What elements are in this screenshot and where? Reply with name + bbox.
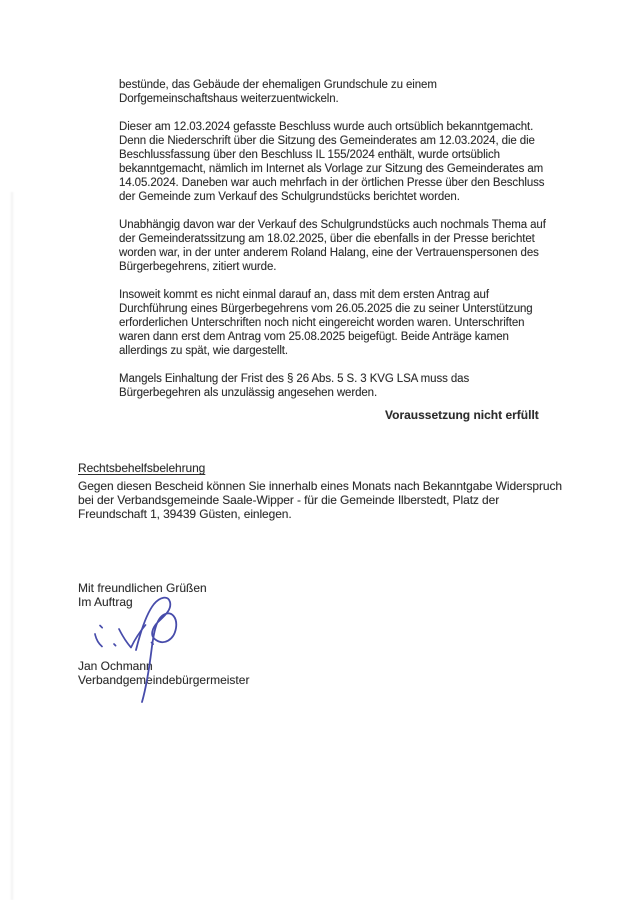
signer-name: Jan Ochmann bbox=[78, 659, 153, 673]
text-line: Durchführung eines Bürgerbegehrens vom 26.05.2025 die zu seiner Unterstützung bbox=[119, 303, 533, 315]
closing-block bbox=[78, 581, 207, 609]
text-line: Dieser am 12.03.2024 gefasste Beschluss wurde auch ortsüblich bekanntgemacht. bbox=[119, 121, 534, 133]
closing-on-behalf: Im Auftrag bbox=[78, 595, 133, 609]
paragraph-gemeinderatssitzung bbox=[119, 218, 589, 274]
appeal-instructions-section bbox=[78, 461, 618, 521]
signature-i-dot bbox=[100, 626, 102, 628]
closing-salutation: Mit freundlichen Grüßen bbox=[78, 581, 207, 595]
text-line: Bürgerbegehren als unzulässig angesehen werden. bbox=[119, 387, 378, 399]
appeal-heading: Rechtsbehelfsbelehrung bbox=[78, 461, 206, 475]
paragraph-antrag bbox=[119, 288, 589, 358]
text-line: Insoweit kommt es nicht einmal darauf an, dass mit dem ersten Antrag auf bbox=[119, 289, 489, 301]
signature-period-1 bbox=[114, 644, 116, 646]
paragraph-beschluss bbox=[119, 120, 589, 204]
letter-body bbox=[119, 78, 589, 422]
text-line: Mangels Einhaltung der Frist des § 26 Abs. 5 S. 3 KVG LSA muss das bbox=[119, 373, 470, 385]
text-line: 14.05.2024. Daneben war auch mehrfach in der örtlichen Presse über den Beschluss bbox=[119, 177, 545, 189]
paragraph-frist bbox=[119, 372, 589, 400]
scan-shadow-artifact bbox=[10, 192, 14, 900]
paragraph-continuation bbox=[119, 78, 589, 106]
signature-v-stroke bbox=[119, 625, 146, 648]
verdict-statement: Voraussetzung nicht erfüllt bbox=[385, 408, 539, 422]
text-line: Unabhängig davon war der Verkauf des Schulgrundstücks auch nochmals Thema auf bbox=[119, 219, 546, 231]
text-line: allerdings zu spät, wie dargestellt. bbox=[119, 345, 288, 357]
text-line: Freundschaft 1, 39439 Güsten, einlegen. bbox=[78, 507, 292, 521]
text-line: Beschlussfassung über den Beschluss IL 155/2024 enthält, wurde ortsüblich bbox=[119, 149, 500, 161]
text-line: der Gemeinderatssitzung am 18.02.2025, über die ebenfalls in der Presse berichtet bbox=[119, 233, 535, 245]
text-line: Denn die Niederschrift über die Sitzung des Gemeinderates am 12.03.2024, die die bbox=[119, 135, 535, 147]
signature-i-stroke bbox=[95, 634, 102, 647]
text-line: bei der Verbandsgemeinde Saale-Wipper - für die Gemeinde Ilberstedt, Platz der bbox=[78, 493, 500, 507]
text-line: Gegen diesen Bescheid können Sie innerhalb eines Monats nach Bekanntgabe Widerspruch bbox=[78, 479, 562, 493]
text-line: erforderlichen Unterschriften noch nicht eingereicht worden waren. Unterschriften bbox=[119, 317, 525, 329]
signer-title: Verbandgemeindebürgermeister bbox=[78, 673, 250, 687]
text-line: der Gemeinde zum Verkauf des Schulgrundstücks berichtet worden. bbox=[119, 191, 460, 203]
signature-period-2 bbox=[152, 643, 154, 645]
text-line: worden war, in der unter anderem Roland Halang, eine der Vertrauenspersonen des bbox=[119, 247, 539, 259]
signer-block bbox=[78, 659, 249, 687]
text-line: bekanntgemacht, nämlich im Internet als Vorlage zur Sitzung des Gemeinderates am bbox=[119, 163, 544, 175]
text-line: waren dann erst dem Antrag vom 25.08.2025 beigefügt. Beide Anträge kamen bbox=[119, 331, 509, 343]
handwritten-signature-ink bbox=[76, 594, 196, 706]
text-line: Dorfgemeinschaftshaus weiterzuentwickeln. bbox=[119, 93, 339, 105]
text-line: bestünde, das Gebäude der ehemaligen Grundschule zu einem bbox=[119, 79, 437, 91]
text-line: Bürgerbegehrens, zitiert wurde. bbox=[119, 261, 277, 273]
